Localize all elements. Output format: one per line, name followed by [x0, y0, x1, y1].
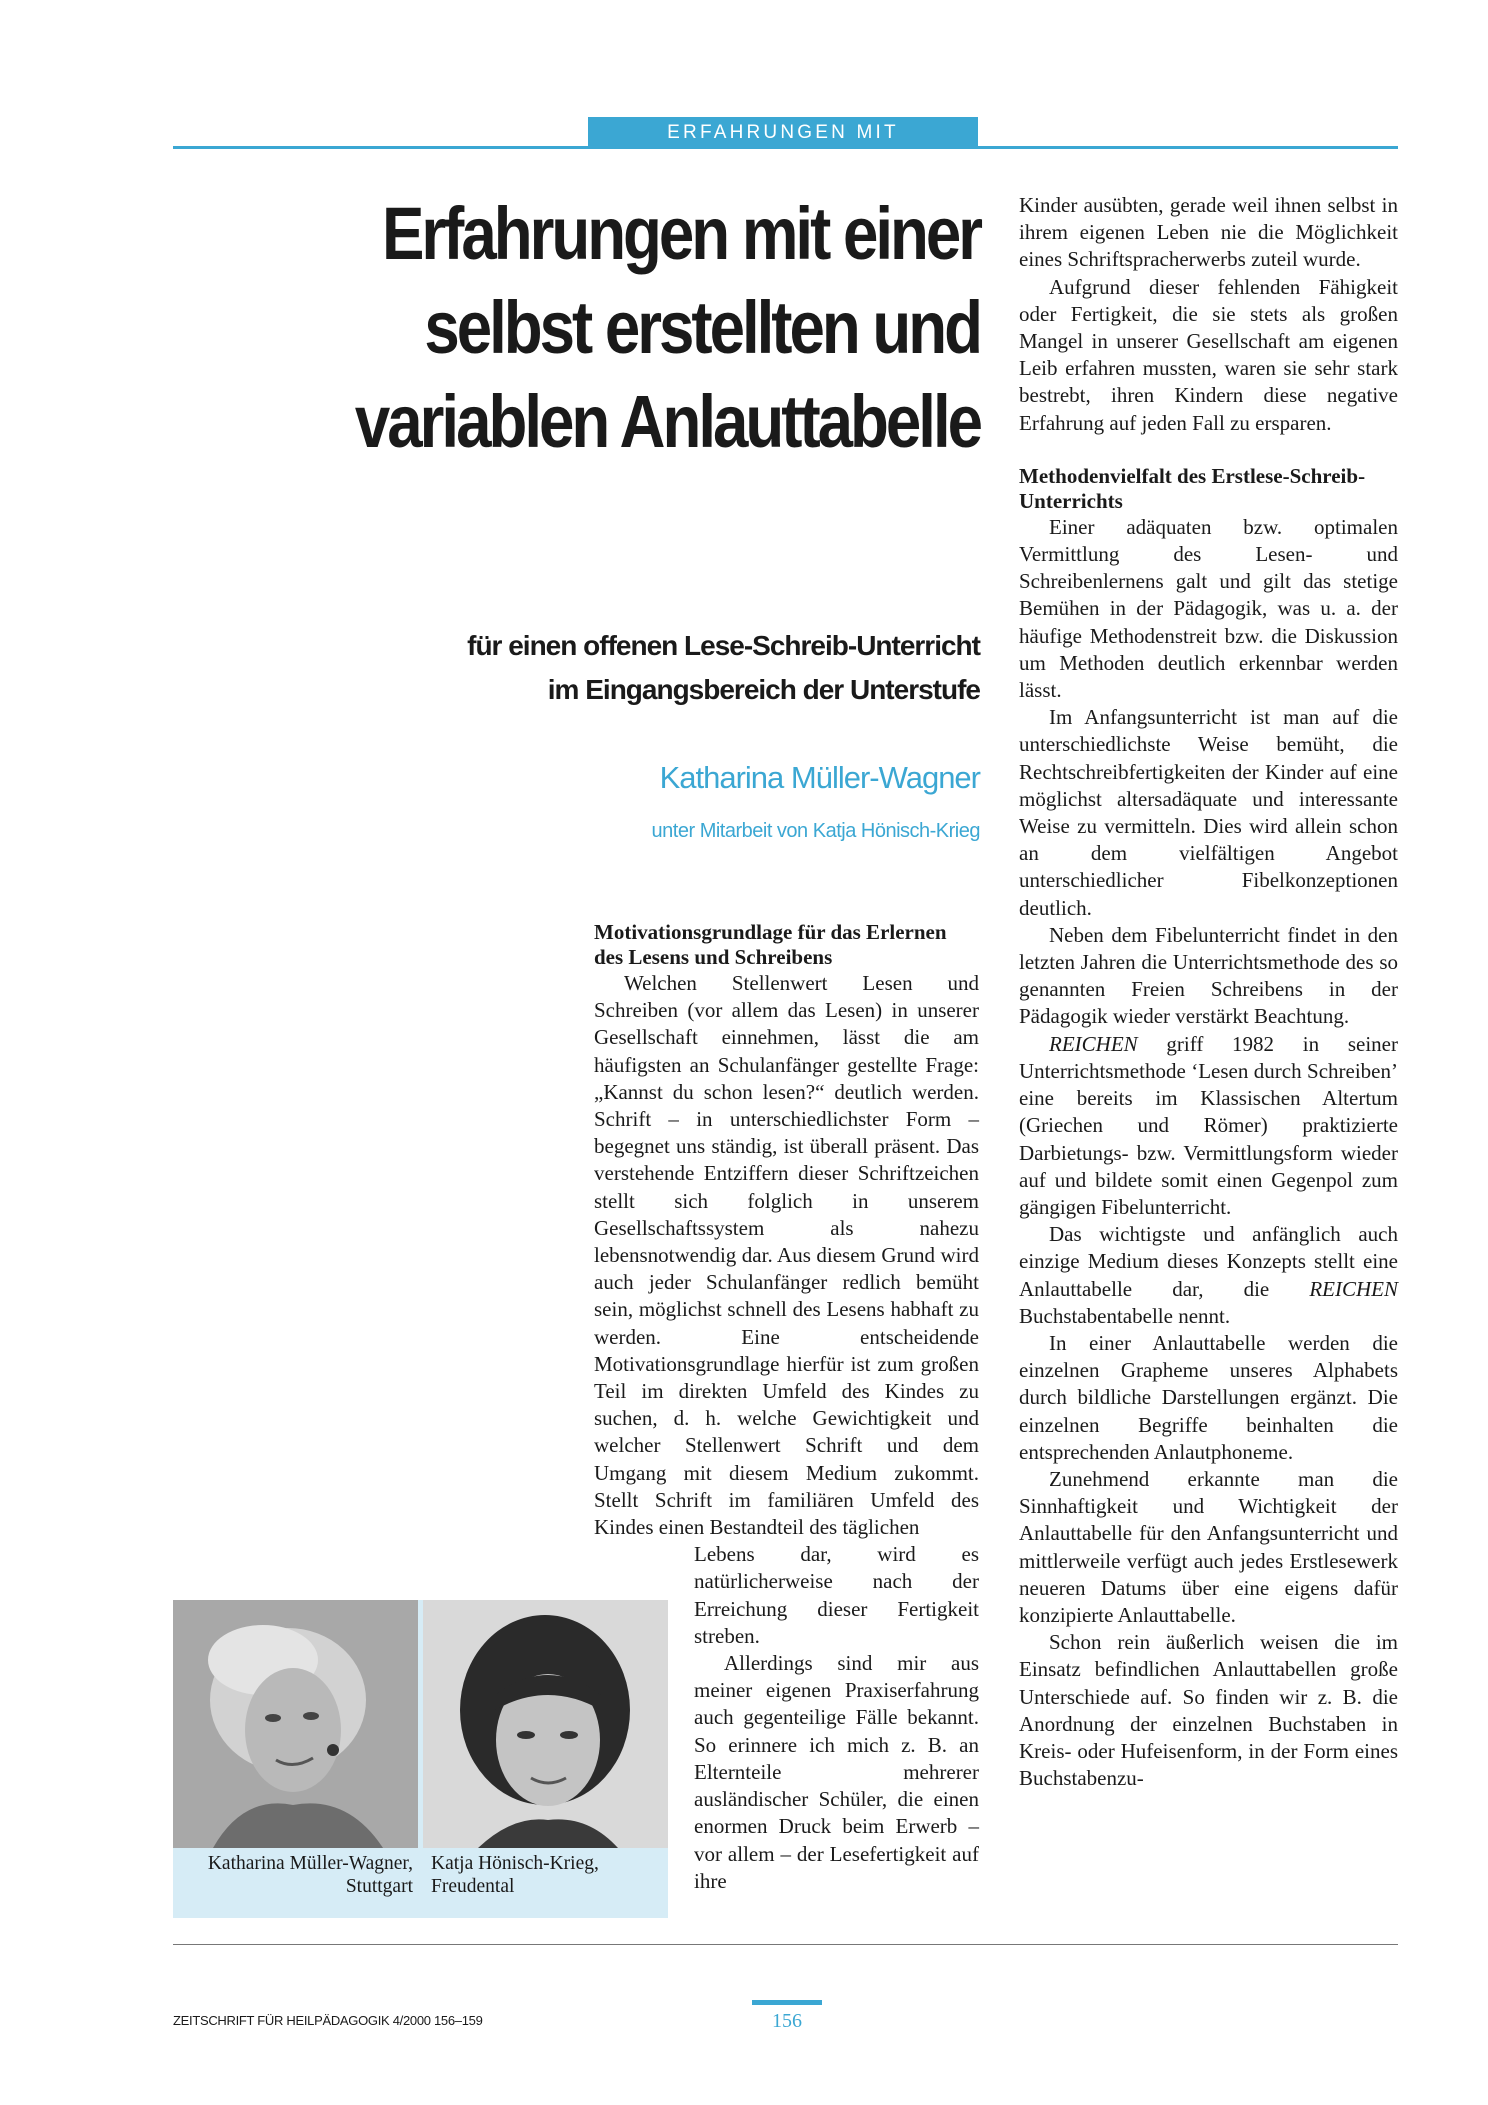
- caption-name: Katja Hönisch-Krieg,: [431, 1853, 599, 1874]
- title-line-1: Erfahrungen mit einer: [381, 192, 981, 275]
- paragraph-text: griff 1982 in seiner Unterrichtsmethode ‘Lesen durch Schreiben’ eine bereits im Klassischen Altertum (Griechen und Römer) praktizierte Darbietungs- bzw. Vermittlungsform wieder auf und bildete somit einen Gegenpol zum gängigen Fibelunterricht.: [1019, 1031, 1398, 1219]
- paragraph: Einer adäquaten bzw. optimalen Vermittlung des Lesen- und Schreibenlernens galt und gilt das stetige Bemühen in der Pädagogik, was u. a. der häufige Methodenstreit bzw. die Diskussion um Methoden deutlich erkennbar werden lässt.: [1019, 514, 1398, 703]
- paragraph: Schon rein äußerlich weisen die im Einsatz befindlichen Anlauttabellen große Unterschiede auf. So finden wir z. B. die Anordnung der einzelnen Buchstaben in Kreis- oder Hufeisenform, in der Form eines Buchstabenzu-: [1019, 1630, 1398, 1791]
- footer-rule: [173, 1944, 1398, 1945]
- subtitle-line-1: für einen offenen Lese-Schreib-Unterricht: [467, 630, 980, 661]
- section-heading-motivation: Motivationsgrundlage für das Erlernen des Lesens und Schreibens: [594, 920, 947, 969]
- journal-citation: ZEITSCHRIFT FÜR HEILPÄDAGOGIK 4/2000 156–159: [173, 2013, 483, 2028]
- author-photos: [173, 1600, 668, 1918]
- paragraph-text: Das wichtigste und anfänglich auch einzige Medium dieses Konzepts stellt eine Anlauttabelle dar, die: [1019, 1222, 1398, 1301]
- paragraph: Lebens dar, wird es natürlicherweise nach der Erreichung dieser Fertigkeit streben.: [694, 1542, 979, 1648]
- article-title: [283, 187, 980, 469]
- title-line-2: selbst erstellten und: [424, 286, 980, 369]
- page-number-marker: [752, 2000, 822, 2005]
- article-subtitle: [380, 624, 980, 712]
- page-number: 156: [772, 2010, 802, 2032]
- column-2: [1019, 192, 1398, 1792]
- paragraph: Im Anfangsunterricht ist man auf die unterschiedlichste Weise bemüht, die Rechtschreibfertigkeiten der Kinder auf eine möglichst altersadäquate und interessante Weise zu vermitteln. Dies wird allein schon an dem vielfältigen Angebot unterschiedlicher Fibelkonzeptionen deutlich.: [1019, 705, 1398, 920]
- paragraph: Kinder ausübten, gerade weil ihnen selbst in ihrem eigenen Leben nie die Möglichkeit eines Schriftspracherwerbs zuteil wurde.: [1019, 193, 1398, 272]
- narrow-text-block: [694, 1541, 979, 1895]
- caption-name: Katharina Müller-Wagner,: [207, 1853, 413, 1874]
- paragraph: [1019, 1031, 1398, 1221]
- author-name: Katharina Müller-Wagner: [659, 760, 980, 795]
- paragraph: [1019, 1221, 1398, 1330]
- portrait-photo-author: [173, 1600, 418, 1848]
- paragraph: Welchen Stellenwert Lesen und Schreiben (vor allem das Lesen) in unserer Gesellschaft einnehmen, lässt die am häufigsten an Schulanfänger gestellte Frage: „Kannst du schon lesen?“ deutlich werden. Schrift – in unterschiedlichster Form – begegnet uns ständig, ist überall präsent. Das verstehende Entziffern dieser Schriftzeichen stellt sich folglich in unserem Gesellschaftssystem als nahezu lebensnotwendig dar. Aus diesem Grund wird auch jeder Schulanfänger redlich bemüht sein, möglichst schnell des Lesens habhaft zu werden. Eine entscheidende Motivationsgrundlage hierfür ist zum großen Teil im direkten Umfeld des Kindes zu suchen, d. h. welche Gewichtigkeit und welcher Stellenwert Schrift und dem Umgang mit diesem Medium zukommt. Stellt Schrift im familiären Umfeld des Kindes einen Bestandteil des täglichen: [594, 971, 979, 1540]
- paragraph: In einer Anlauttabelle werden die einzelnen Grapheme unseres Alphabets durch bildliche Darstellungen ergänzt. Die einzelnen Begriffe beinhalten die entsprechenden Anlautphoneme.: [1019, 1330, 1398, 1464]
- caption-place: Freudental: [431, 1876, 515, 1897]
- section-heading-methods: Methodenvielfalt des Erstlese-Schreib-Unterrichts: [1019, 463, 1366, 513]
- portrait-photo-coauthor: [423, 1600, 668, 1848]
- photo-caption-author: [173, 1852, 413, 1898]
- title-line-3: variablen Anlauttabelle: [354, 380, 980, 463]
- section-label: ERFAHRUNGEN MIT ANLAUTTABELLE: [588, 117, 978, 149]
- author-reference: REICHEN: [1309, 1276, 1398, 1301]
- paragraph: Aufgrund dieser fehlenden Fähigkeit oder Fertigkeit, die sie stets als großen Mangel in unserer Gesellschaft am eigenen Leib erfahren mussten, waren sie sehr stark bestrebt, ihren Kindern diese negative Erfahrung auf jeden Fall zu ersparen.: [1019, 274, 1398, 435]
- subtitle-line-2: im Eingangsbereich der Unterstufe: [547, 674, 980, 705]
- author-reference: REICHEN: [1049, 1031, 1138, 1056]
- paragraph: Neben dem Fibelunterricht findet in den letzten Jahren die Unterrichtsmethode des so genannten Freien Schreibens in der Pädagogik wieder verstärkt Beachtung.: [1019, 922, 1398, 1029]
- paragraph: Zunehmend erkannte man die Sinnhaftigkeit und Wichtigkeit der Anlauttabelle für den Anfangsunterricht und mittlerweile verfügt auch jedes Erstlesewerk neueren Datums über eine eigens dafür konzipierte Anlauttabelle.: [1019, 1466, 1398, 1627]
- photo-caption-coauthor: [431, 1852, 668, 1898]
- paragraph: Allerdings sind mir aus meiner eigenen Praxiserfahrung auch gegenteilige Fälle bekannt. So erinnere ich mich z. B. an Elternteile mehrerer ausländischer Schüler, die einen enormen Druck beim Erwerb – vor allem – der Lesefertigkeit auf ihre: [694, 1651, 979, 1893]
- coauthor-name: unter Mitarbeit von Katja Hönisch-Krieg: [651, 820, 980, 842]
- caption-place: Stuttgart: [345, 1876, 413, 1897]
- paragraph-text: Buchstabentabelle nennt.: [1019, 1303, 1231, 1328]
